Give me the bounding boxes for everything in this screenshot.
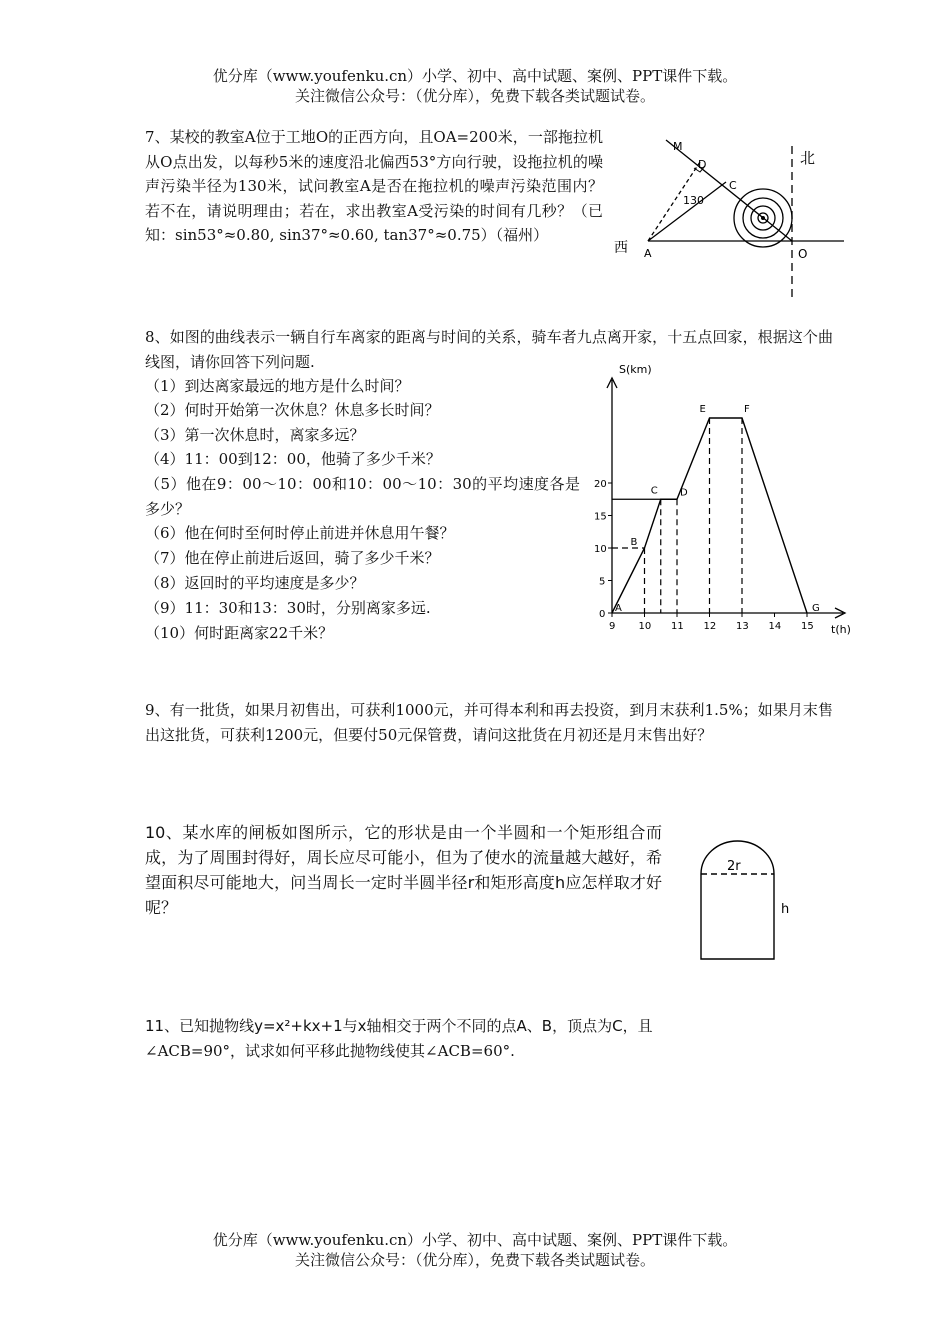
x-tick-label: 13 bbox=[736, 621, 749, 632]
q11-line-1: 11、已知抛物线y=x²+kx+1与x轴相交于两个不同的点A、B，顶点为C，且 bbox=[145, 1017, 653, 1035]
y-tick-label: 10 bbox=[594, 544, 607, 555]
point-label-d: D bbox=[680, 487, 688, 499]
q8-item-2: （2）何时开始第一次休息？休息多长时间？ bbox=[145, 401, 440, 419]
q7-label-dist: 130 bbox=[683, 194, 704, 207]
x-tick-label: 12 bbox=[703, 621, 717, 632]
q7-label-o: O bbox=[798, 247, 808, 261]
q8-item-9: （9）11：30和13：30时，分别离家多远. bbox=[145, 599, 431, 617]
x-tick-label: 14 bbox=[768, 621, 782, 632]
q7-ac-line bbox=[648, 182, 726, 241]
q8-item-8: （8）返回时的平均速度是多少？ bbox=[145, 574, 365, 592]
y-tick-label: 15 bbox=[594, 511, 607, 523]
header-line-2: 关注微信公众号：（优分库），免费下载各类试题试卷。 bbox=[294, 87, 655, 105]
point-label-g: G bbox=[812, 603, 820, 614]
point-label-f: F bbox=[744, 404, 750, 415]
q8-item-4: （4）11：00到12：00，他骑了多少千米？ bbox=[145, 450, 441, 468]
y-tick-label: 20 bbox=[594, 479, 607, 490]
q8-item-5: （5）他在9：00～10：00和10：00～10：30的平均速度各是多少？ bbox=[145, 475, 580, 518]
q9-text: 9、有一批货，如果月初售出，可获利1000元，并可得本利和再去投资，到月末获利1.5%；如果月末售出这批货，可获利1200元，但要付50元保管费，请问这批货在月初还是月末售出好？ bbox=[145, 701, 833, 744]
point-label-a: A bbox=[615, 603, 622, 614]
q10-label-h: h bbox=[781, 902, 790, 917]
y-tick-label: 0 bbox=[599, 609, 606, 620]
q7-label-west: 西 bbox=[614, 240, 628, 256]
q7-label-north: 北 bbox=[800, 149, 816, 167]
point-label-b: B bbox=[630, 537, 638, 548]
x-tick-label: 15 bbox=[801, 621, 814, 632]
q7-text: 7、某校的教室A位于工地O的正西方向，且OA=200米，一部拖拉机从O点出发，以每秒5米的速度沿北偏西53°方向行驶，设拖拉机的噪声污染半径为130米，试问教室A是否在拖拉机的噪声污染范围内？若不在，请说明理由；若在，求出教室A受污染的时间有几秒？（已知：sin53°≈0.80, sin37°≈0.60, tan37°≈0.75）（福州） bbox=[145, 128, 603, 244]
q8-item-1: （1）到达离家最远的地方是什么时间？ bbox=[145, 377, 410, 395]
q8-item-7: （7）他在停止前进后返回，骑了多少千米？ bbox=[145, 549, 440, 567]
footer-line-1: 优分库（www.youfenku.cn）小学、初中、高中试题、案例、PPT课件下载。 bbox=[212, 1231, 738, 1249]
q7-label-m: M bbox=[673, 140, 683, 153]
q8-item-6: （6）他在何时至何时停止前进并休息用午餐？ bbox=[145, 524, 455, 542]
q10-text: 10、某水库的闸板如图所示，它的形状是由一个半圆和一个矩形组合而成，为了周围封得好，周长应尽可能小，但为了使水的流量越大越好，希望面积尽可能地大，问当周长一定时半圆半径r和矩形高度h应怎样取才好呢？ bbox=[145, 823, 662, 917]
q7-figure bbox=[608, 138, 848, 303]
point-label-c: C bbox=[650, 485, 658, 497]
chart-x-label: t(h) bbox=[831, 623, 851, 636]
point-label-e: E bbox=[699, 404, 706, 415]
q8-item-3: （3）第一次休息时，离家多远？ bbox=[145, 426, 365, 444]
q10-label-2r: 2r bbox=[727, 859, 741, 874]
q7-label-a: A bbox=[644, 247, 652, 260]
q11-line-2: ∠ACB=90°，试求如何平移此抛物线使其∠ACB=60°. bbox=[145, 1042, 515, 1060]
q7-label-d: D bbox=[698, 158, 707, 171]
y-tick-label: 5 bbox=[599, 576, 606, 588]
q7-label-c: C bbox=[729, 179, 737, 192]
x-tick-label: 9 bbox=[609, 621, 616, 632]
q10-figure bbox=[692, 828, 807, 963]
q8-item-10: （10）何时距离家22千米？ bbox=[145, 624, 334, 642]
x-tick-label: 10 bbox=[638, 621, 652, 632]
q8-chart bbox=[585, 355, 870, 645]
header-line-1: 优分库（www.youfenku.cn）小学、初中、高中试题、案例、PPT课件下载。 bbox=[212, 67, 738, 85]
footer-line-2: 关注微信公众号：（优分库），免费下载各类试题试卷。 bbox=[294, 1251, 655, 1269]
q8-intro: 8、如图的曲线表示一辆自行车离家的距离与时间的关系，骑车者九点离开家，十五点回家，根据这个曲线图，请你回答下列问题. bbox=[145, 328, 833, 371]
x-tick-label: 11 bbox=[671, 621, 684, 632]
chart-y-label: S(km) bbox=[619, 363, 652, 376]
